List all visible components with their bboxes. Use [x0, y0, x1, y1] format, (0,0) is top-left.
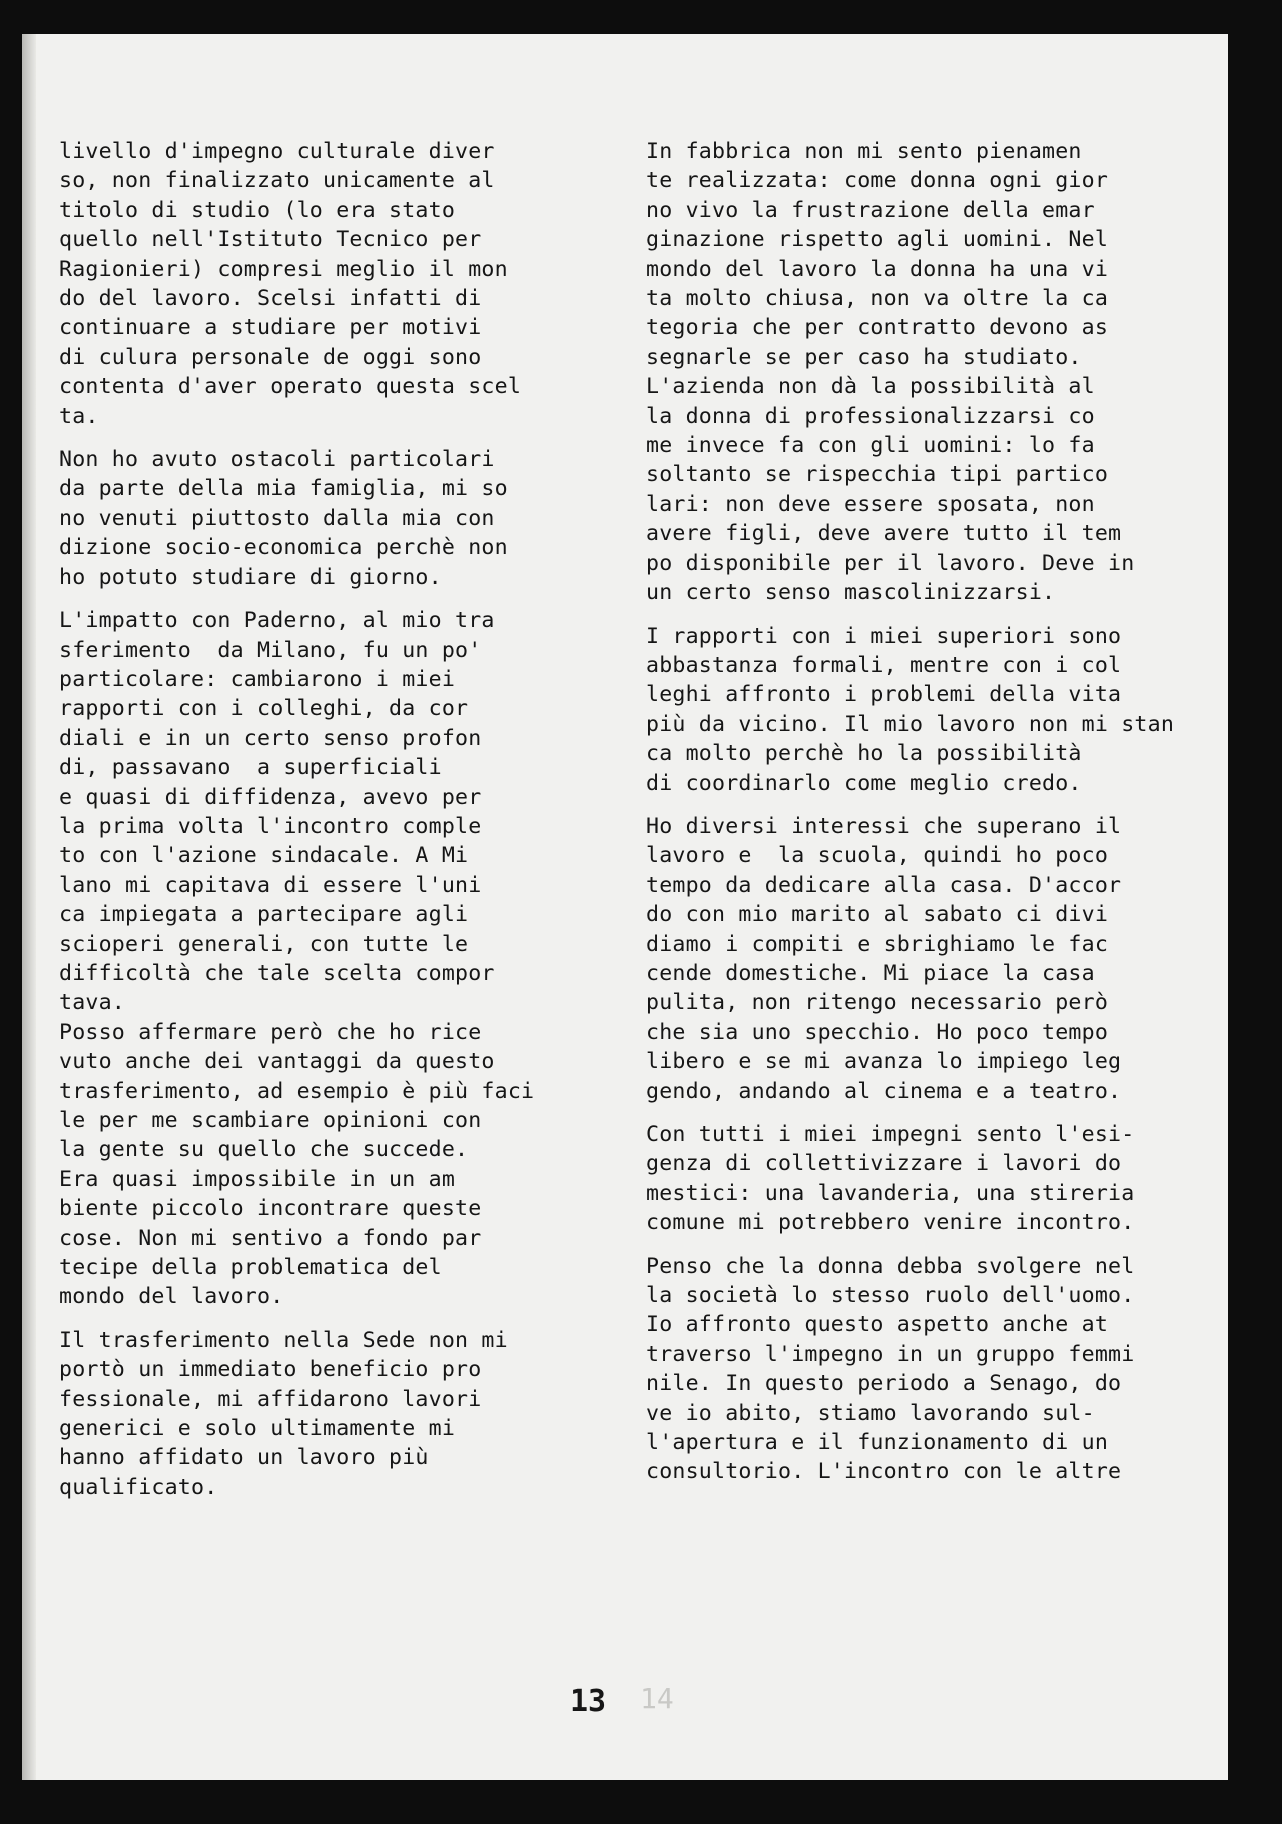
text-line: tempo da dedicare alla casa. D'accor	[646, 872, 1122, 898]
text-line: di coordinarlo come meglio credo.	[646, 770, 1082, 796]
text-line: nile. In questo periodo a Senago, do	[646, 1371, 1122, 1397]
text-line: do del lavoro. Scelsi infatti di	[59, 286, 482, 312]
text-line: diamo i compiti e sbrighiamo le fac	[646, 931, 1109, 957]
text-line: vuto anche dei vantaggi da questo	[59, 1049, 495, 1075]
paragraph	[59, 606, 604, 1018]
text-line: quello nell'Istituto Tecnico per	[59, 227, 482, 253]
page-number: 13	[570, 1684, 607, 1719]
text-line: ta.	[59, 403, 99, 429]
text-line: la prima volta l'incontro comple	[59, 813, 482, 839]
paragraph	[646, 137, 1211, 608]
text-line: L'impatto con Paderno, al mio tra	[59, 608, 495, 634]
text-line: hanno affidato un lavoro più	[59, 1445, 429, 1471]
text-line: Ho diversi interessi che superano il	[646, 813, 1122, 839]
paragraph	[59, 1018, 604, 1312]
text-line: ve io abito, stiamo lavorando sul-	[646, 1400, 1095, 1426]
text-line: Posso affermare però che ho rice	[59, 1019, 482, 1045]
text-line: Penso che la donna debba svolgere nel	[646, 1253, 1135, 1279]
text-line: do con mio marito al sabato ci divi	[646, 902, 1109, 928]
text-line: un certo senso mascolinizzarsi.	[646, 580, 1056, 606]
text-line: no venuti piuttosto dalla mia con	[59, 505, 495, 531]
text-line: dizione socio-economica perchè non	[59, 535, 508, 561]
text-line: la donna di professionalizzarsi co	[646, 403, 1095, 429]
text-line: libero e se mi avanza lo impiego leg	[646, 1049, 1122, 1075]
text-line: traverso l'impegno in un gruppo femmi	[646, 1341, 1135, 1367]
text-line: di culura personale de oggi sono	[59, 344, 482, 370]
text-line: lano mi capitava di essere l'uni	[59, 872, 482, 898]
paragraph	[646, 812, 1211, 1106]
text-line: me invece fa con gli uomini: lo fa	[646, 433, 1095, 459]
text-line: lavoro e la scuola, quindi ho poco	[646, 843, 1109, 869]
text-line: pulita, non ritengo necessario però	[646, 990, 1109, 1016]
text-line: mondo del lavoro.	[59, 1284, 284, 1310]
text-line: avere figli, deve avere tutto il tem	[646, 521, 1122, 547]
text-line: mondo del lavoro la donna ha una vi	[646, 256, 1109, 282]
text-line: tava.	[59, 990, 126, 1016]
text-line: lari: non deve essere sposata, non	[646, 491, 1095, 517]
text-line: fessionale, mi affidarono lavori	[59, 1386, 482, 1412]
text-line: Ragionieri) compresi meglio il mon	[59, 256, 508, 282]
text-line: ho potuto studiare di giorno.	[59, 564, 442, 590]
text-line: Era quasi impossibile in un am	[59, 1166, 456, 1192]
text-line: e quasi di diffidenza, avevo per	[59, 784, 482, 810]
text-line: cende domestiche. Mi piace la casa	[646, 960, 1095, 986]
text-line: l'apertura e il funzionamento di un	[646, 1430, 1109, 1456]
text-line: rapporti con i colleghi, da cor	[59, 696, 469, 722]
text-line: di, passavano a superficiali	[59, 755, 442, 781]
text-line: difficoltà che tale scelta compor	[59, 960, 495, 986]
text-line: ta molto chiusa, non va oltre la ca	[646, 286, 1109, 312]
text-line: Con tutti i miei impegni sento l'esi-	[646, 1122, 1135, 1147]
paragraph	[646, 622, 1211, 798]
text-line: genza di collettivizzare i lavori do	[646, 1151, 1122, 1177]
text-line: continuare a studiare per motivi	[59, 315, 482, 341]
text-line: scioperi generali, con tutte le	[59, 931, 469, 957]
text-line: diali e in un certo senso profon	[59, 725, 482, 751]
text-line: qualificato.	[59, 1474, 218, 1500]
text-line: In fabbrica non mi sento pienamen	[646, 139, 1082, 164]
text-line: tecipe della problematica del	[59, 1255, 442, 1281]
text-line: soltanto se rispecchia tipi partico	[646, 462, 1109, 488]
paragraph	[59, 1326, 604, 1502]
text-line: leghi affronto i problemi della vita	[646, 682, 1122, 708]
document-page	[22, 34, 1228, 1780]
text-line: contenta d'aver operato questa scel	[59, 374, 522, 400]
text-line: biente piccolo incontrare queste	[59, 1196, 482, 1222]
text-line: ginazione rispetto agli uomini. Nel	[646, 227, 1109, 253]
paragraph	[646, 1120, 1211, 1238]
text-line: Il trasferimento nella Sede non mi	[59, 1327, 508, 1353]
text-line: no vivo la frustrazione della emar	[646, 197, 1095, 223]
text-line: cose. Non mi sentivo a fondo par	[59, 1225, 482, 1251]
text-line: la gente su quello che succede.	[59, 1137, 469, 1163]
paragraph	[646, 1252, 1211, 1487]
text-line: segnarle se per caso ha studiato.	[646, 344, 1082, 370]
text-line: abbastanza formali, mentre con i col	[646, 652, 1122, 678]
text-line: titolo di studio (lo era stato	[59, 197, 456, 223]
text-line: te realizzata: come donna ogni gior	[646, 168, 1109, 194]
text-line: da parte della mia famiglia, mi so	[59, 476, 508, 502]
text-line: sferimento da Milano, fu un po'	[59, 637, 482, 663]
text-line: L'azienda non dà la possibilità al	[646, 374, 1095, 400]
text-line: più da vicino. Il mio lavoro non mi stan	[646, 711, 1175, 737]
text-line: gendo, andando al cinema e a teatro.	[646, 1078, 1122, 1104]
text-line: che sia uno specchio. Ho poco tempo	[646, 1019, 1109, 1045]
bleed-through-page-number: 14	[640, 1682, 674, 1715]
text-line: portò un immediato beneficio pro	[59, 1357, 482, 1383]
text-line: ca impiegata a partecipare agli	[59, 902, 469, 928]
text-line: Non ho avuto ostacoli particolari	[59, 447, 495, 473]
text-line: le per me scambiare opinioni con	[59, 1108, 482, 1133]
text-line: Io affronto questo aspetto anche at	[646, 1312, 1109, 1338]
text-line: to con l'azione sindacale. A Mi	[59, 843, 469, 869]
text-line: mestici: una lavanderia, una stireria	[646, 1180, 1135, 1206]
paragraph	[59, 137, 604, 431]
text-line: tegoria che per contratto devono as	[646, 315, 1109, 341]
text-line: generici e solo ultimamente mi	[59, 1416, 456, 1442]
text-line: particolare: cambiarono i miei	[59, 666, 456, 692]
left-text-column	[59, 137, 604, 1516]
text-line: po disponibile per il lavoro. Deve in	[646, 550, 1135, 576]
paragraph	[59, 445, 604, 592]
text-line: ca molto perchè ho la possibilità	[646, 741, 1082, 767]
text-line: la società lo stesso ruolo dell'uomo.	[646, 1283, 1135, 1309]
text-line: livello d'impegno culturale diver	[59, 139, 495, 164]
text-line: so, non finalizzato unicamente al	[59, 168, 495, 194]
page-binding-edge	[22, 34, 36, 1780]
text-line: comune mi potrebbero venire incontro.	[646, 1210, 1135, 1236]
text-line: consultorio. L'incontro con le altre	[646, 1459, 1122, 1485]
text-line: trasferimento, ad esempio è più faci	[59, 1078, 535, 1104]
text-line: I rapporti con i miei superiori sono	[646, 623, 1122, 649]
right-text-column	[646, 137, 1211, 1501]
